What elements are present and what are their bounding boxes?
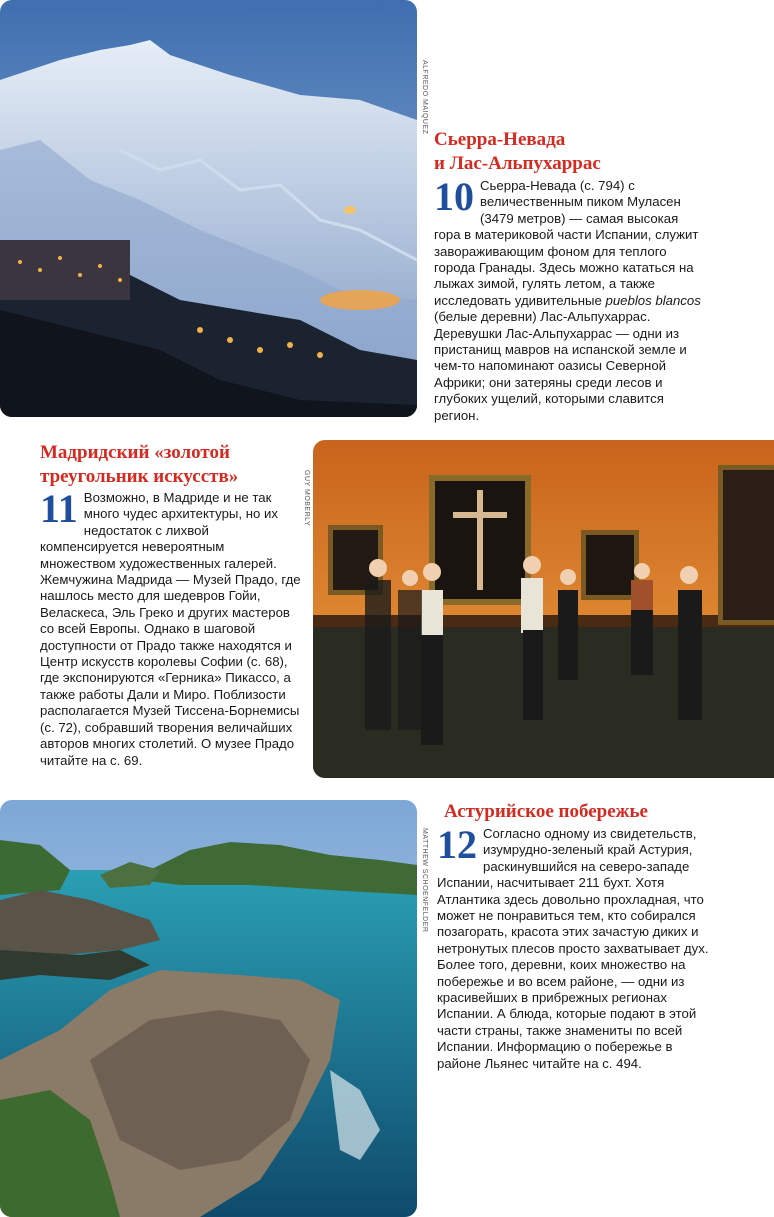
section-10-number: 10	[434, 174, 474, 219]
section-11-text	[40, 486, 302, 769]
section-10-text-before: Сьерра-Невада (с. 794) с величественным пиком Муласен (3479 метров) — самая высокая гора в материковой части Испании, служит завораживающим фоном для теплого города Гранады. Здесь можно кататься на лыжах зимой, гулять летом, а также исследовать удивительные	[434, 178, 699, 308]
section-12-number: 12	[437, 822, 477, 867]
section-12-text-body: Согласно одному из свидетельств, изумрудно-зеленый край Астурия, раскинувшийся на северо-западе Испании, насчитывает 211 бухт. Хотя Атлантика здесь довольно прохладная, что может не понравиться тем, кто собирался позагорать, красота этих зачастую диких и нетронутых плесов просто захватывает дух. Более того, деревни, коих множество на побережье и во всем районе, — одни из красивейших в прибрежных регионах Испании. А блюда, которые подают в этой части страны, также знамениты по всей Испании. Информацию о побережье в районе Льянес читайте на с. 494.	[437, 826, 709, 1071]
section-12-title-line1: Астурийское побережье	[444, 801, 648, 822]
section-12-text	[437, 822, 709, 1072]
section-10-title-line1: Сьерра-Невада	[434, 129, 566, 150]
section-11-title	[40, 441, 305, 489]
section-10-text	[434, 174, 706, 424]
section-12-title	[444, 800, 744, 824]
asturias-coast-photo	[0, 800, 417, 1217]
section-10-text-after: (белые деревни) Лас-Альпухаррас. Деревушки Лас-Альпухаррас — одни из пристанищ мавров на испанской земле и чем-то напоминают оазисы Северной Африки; они затеряны среди лесов и глубоких ущелий, которыми славится регион.	[434, 309, 687, 423]
section-11-text-body: Возможно, в Мадриде и не так много чудес архитектуры, но их недостаток с лихвой компенсируется невероятным множеством художественных галерей. Жемчужина Мадрида — Музей Прадо, где нашлось место для шедевров Гойи, Веласкеса, Эль Греко и других мастеров со всей Европы. Однако в шаговой доступности от Прадо также находятся и Центр искусств королевы Софии (с. 68), где экспонируются «Герника» Пикассо, а также работы Дали и Миро. Поблизости располагается Музей Тиссена-Борнемисы (с. 72), собравший творения величайших авторов многих столетий. О музее Прадо читайте на с. 69.	[40, 490, 301, 768]
prado-museum-photo	[313, 440, 774, 778]
section-10-title	[434, 128, 764, 176]
photo-credit-1: ALFREDO MAIQUEZ	[421, 60, 428, 135]
section-10-title-line2: и Лас-Альпухаррас	[434, 153, 601, 174]
photo-credit-3: MATTHEW SCHOENFELDER	[421, 828, 428, 933]
section-11-title-line1: Мадридский «золотой	[40, 442, 230, 463]
section-11-number: 11	[40, 486, 78, 531]
photo-credit-2: GUY MOBERLY	[303, 470, 310, 527]
section-11-title-line2: треугольник искусств»	[40, 466, 239, 487]
sierra-nevada-photo	[0, 0, 417, 417]
section-10-text-italic: pueblos blancos	[605, 292, 701, 308]
